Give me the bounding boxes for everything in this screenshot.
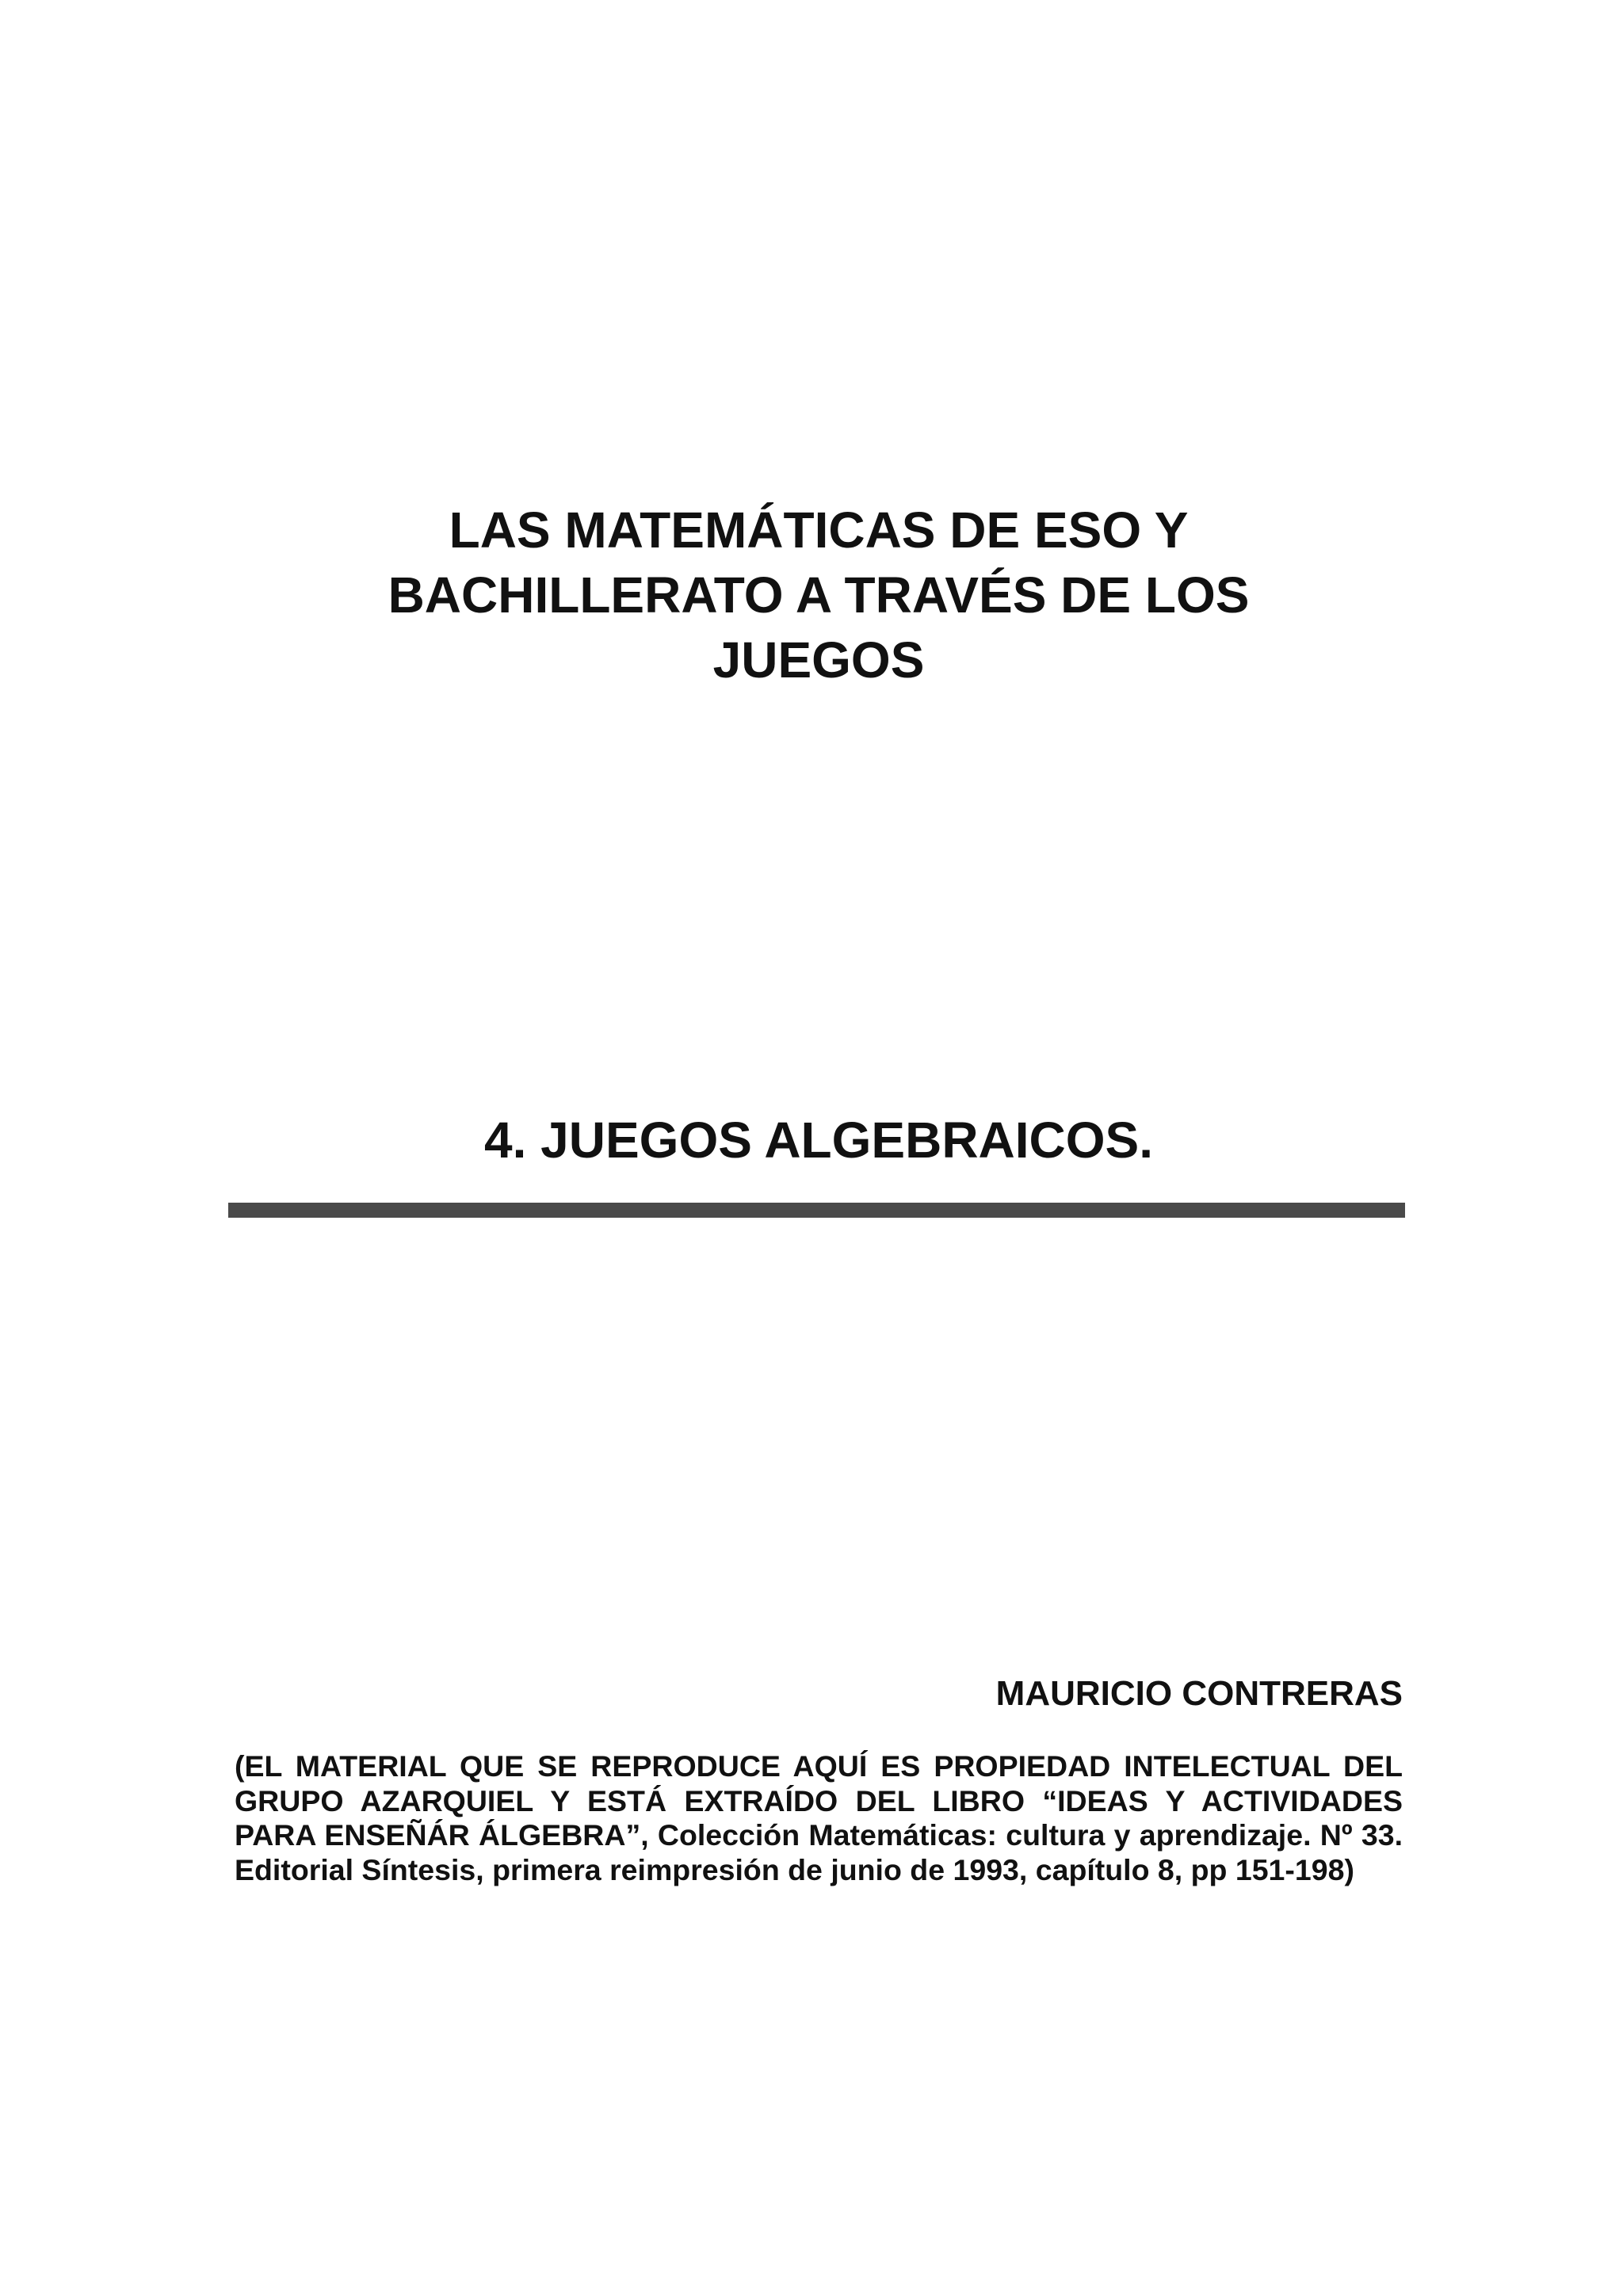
source-note: (EL MATERIAL QUE SE REPRODUCE AQUÍ ES PROPIEDAD INTELECTUAL DEL GRUPO AZARQUIEL Y ESTÁ EXTRAÍDO DEL LIBRO “IDEAS Y ACTIVIDADES PARA ENSEÑÁR ÁLGEBRA”, Colección Matemáticas: cultura y aprendizaje. Nº 33. Editorial Síntesis, primera reimpresión de junio de 1993, capítulo 8, pp 151-198) bbox=[235, 1749, 1403, 1886]
chapter-title: 4. JUEGOS ALGEBRAICOS. bbox=[484, 1112, 1153, 1169]
horizontal-rule bbox=[228, 1203, 1405, 1218]
document-title-line: LAS MATEMÁTICAS DE ESO Y bbox=[449, 502, 1189, 559]
document-title-line: BACHILLERATO A TRAVÉS DE LOS bbox=[388, 566, 1250, 624]
author-name: MAURICIO CONTRERAS bbox=[995, 1674, 1403, 1713]
document-title-line: JUEGOS bbox=[712, 631, 925, 688]
document-title bbox=[228, 498, 1409, 692]
